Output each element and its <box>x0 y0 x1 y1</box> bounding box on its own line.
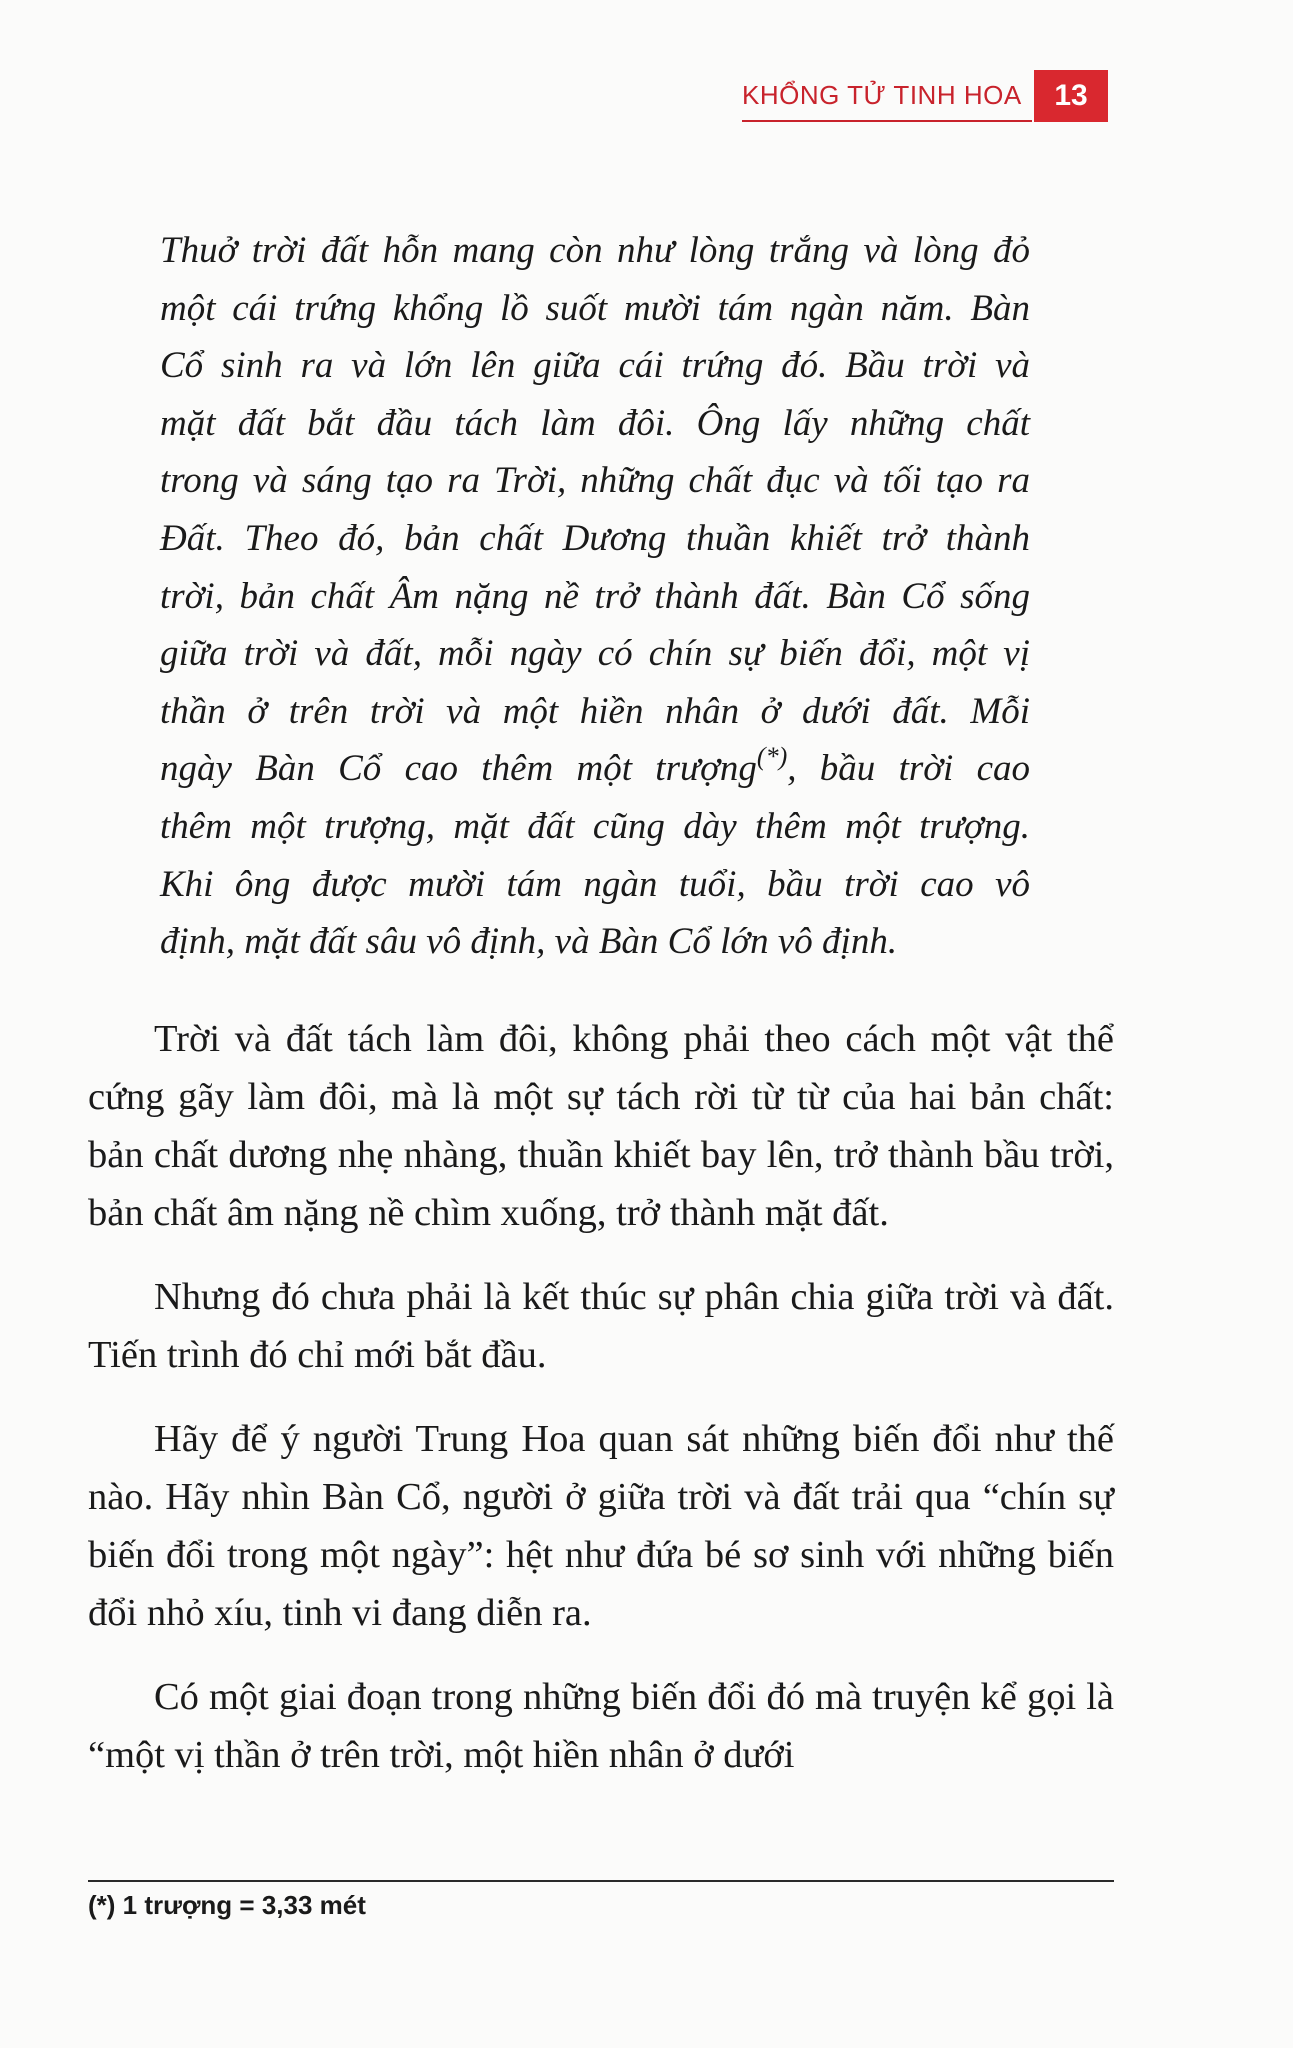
quote-line: một cái trứng khổng lồ suốt mười tám ngàn năm. Bàn <box>160 287 1030 329</box>
quote-line: Khi ông được mười tám ngàn tuổi, bầu trời cao vô <box>160 863 1030 905</box>
quote-line: thần ở trên trời và một hiền nhân ở dưới đất. Mỗi <box>160 690 1030 732</box>
paragraph: Trời và đất tách làm đôi, không phải theo cách một vật thể cứng gãy làm đôi, mà là một sự tách rời từ từ của hai bản chất: bản chất dương nhẹ nhàng, thuần khiết bay lên, trở thành bầu trời, bản chất âm nặng nề chìm xuống, trở thành mặt đất. <box>88 1018 1114 1234</box>
quote-line: trong và sáng tạo ra Trời, những chất đục và tối tạo ra <box>160 460 1030 502</box>
quote-line: định, mặt đất sâu vô định, và Bàn Cổ lớn vô định. <box>160 921 898 963</box>
quote-line: Đất. Theo đó, bản chất Dương thuần khiết trở thành <box>160 517 1030 559</box>
footnote: (*) 1 trượng = 3,33 mét <box>88 1890 366 1920</box>
running-header <box>742 70 1108 128</box>
quote-line-text: ngày Bàn Cổ cao thêm một trượng <box>160 748 757 790</box>
paragraph: Hãy để ý người Trung Hoa quan sát những biến đổi như thế nào. Hãy nhìn Bàn Cổ, người ở giữa trời và đất trải qua “chín sự biến đổi trong một ngày”: hệt như đứa bé sơ sinh với những biến đổi nhỏ xíu, tinh vi đang diễn ra. <box>88 1418 1114 1634</box>
footnote-rule <box>88 1880 1114 1882</box>
paragraph: Nhưng đó chưa phải là kết thúc sự phân chia giữa trời và đất. Tiến trình đó chỉ mới bắt đầu. <box>88 1276 1114 1376</box>
paragraph: Có một giai đoạn trong những biến đổi đó mà truyện kể gọi là “một vị thần ở trên trời, một hiền nhân ở dưới <box>88 1676 1114 1776</box>
quote-line: thêm một trượng, mặt đất cũng dày thêm một trượng. <box>160 805 1030 847</box>
quote-line: Cổ sinh ra và lớn lên giữa cái trứng đó. Bầu trời và <box>160 345 1030 387</box>
italic-quote-block <box>160 222 1030 971</box>
quote-line: giữa trời và đất, mỗi ngày có chín sự biến đổi, một vị <box>160 633 1030 675</box>
footnote-marker: (*) <box>756 742 788 772</box>
body-text <box>88 1010 1114 1806</box>
quote-line: Thuở trời đất hỗn mang còn như lòng trắng và lòng đỏ <box>160 230 1030 271</box>
quote-line: trời, bản chất Âm nặng nề trở thành đất. Bàn Cổ sống <box>160 575 1030 617</box>
quote-line: mặt đất bắt đầu tách làm đôi. Ông lấy những chất <box>160 402 1030 444</box>
header-rule <box>742 120 1032 122</box>
quote-line <box>160 740 1030 798</box>
running-title: KHỔNG TỬ TINH HOA <box>742 80 1022 110</box>
page-number: 13 <box>1034 70 1108 122</box>
quote-line-tail: , bầu trời cao <box>787 748 1030 790</box>
